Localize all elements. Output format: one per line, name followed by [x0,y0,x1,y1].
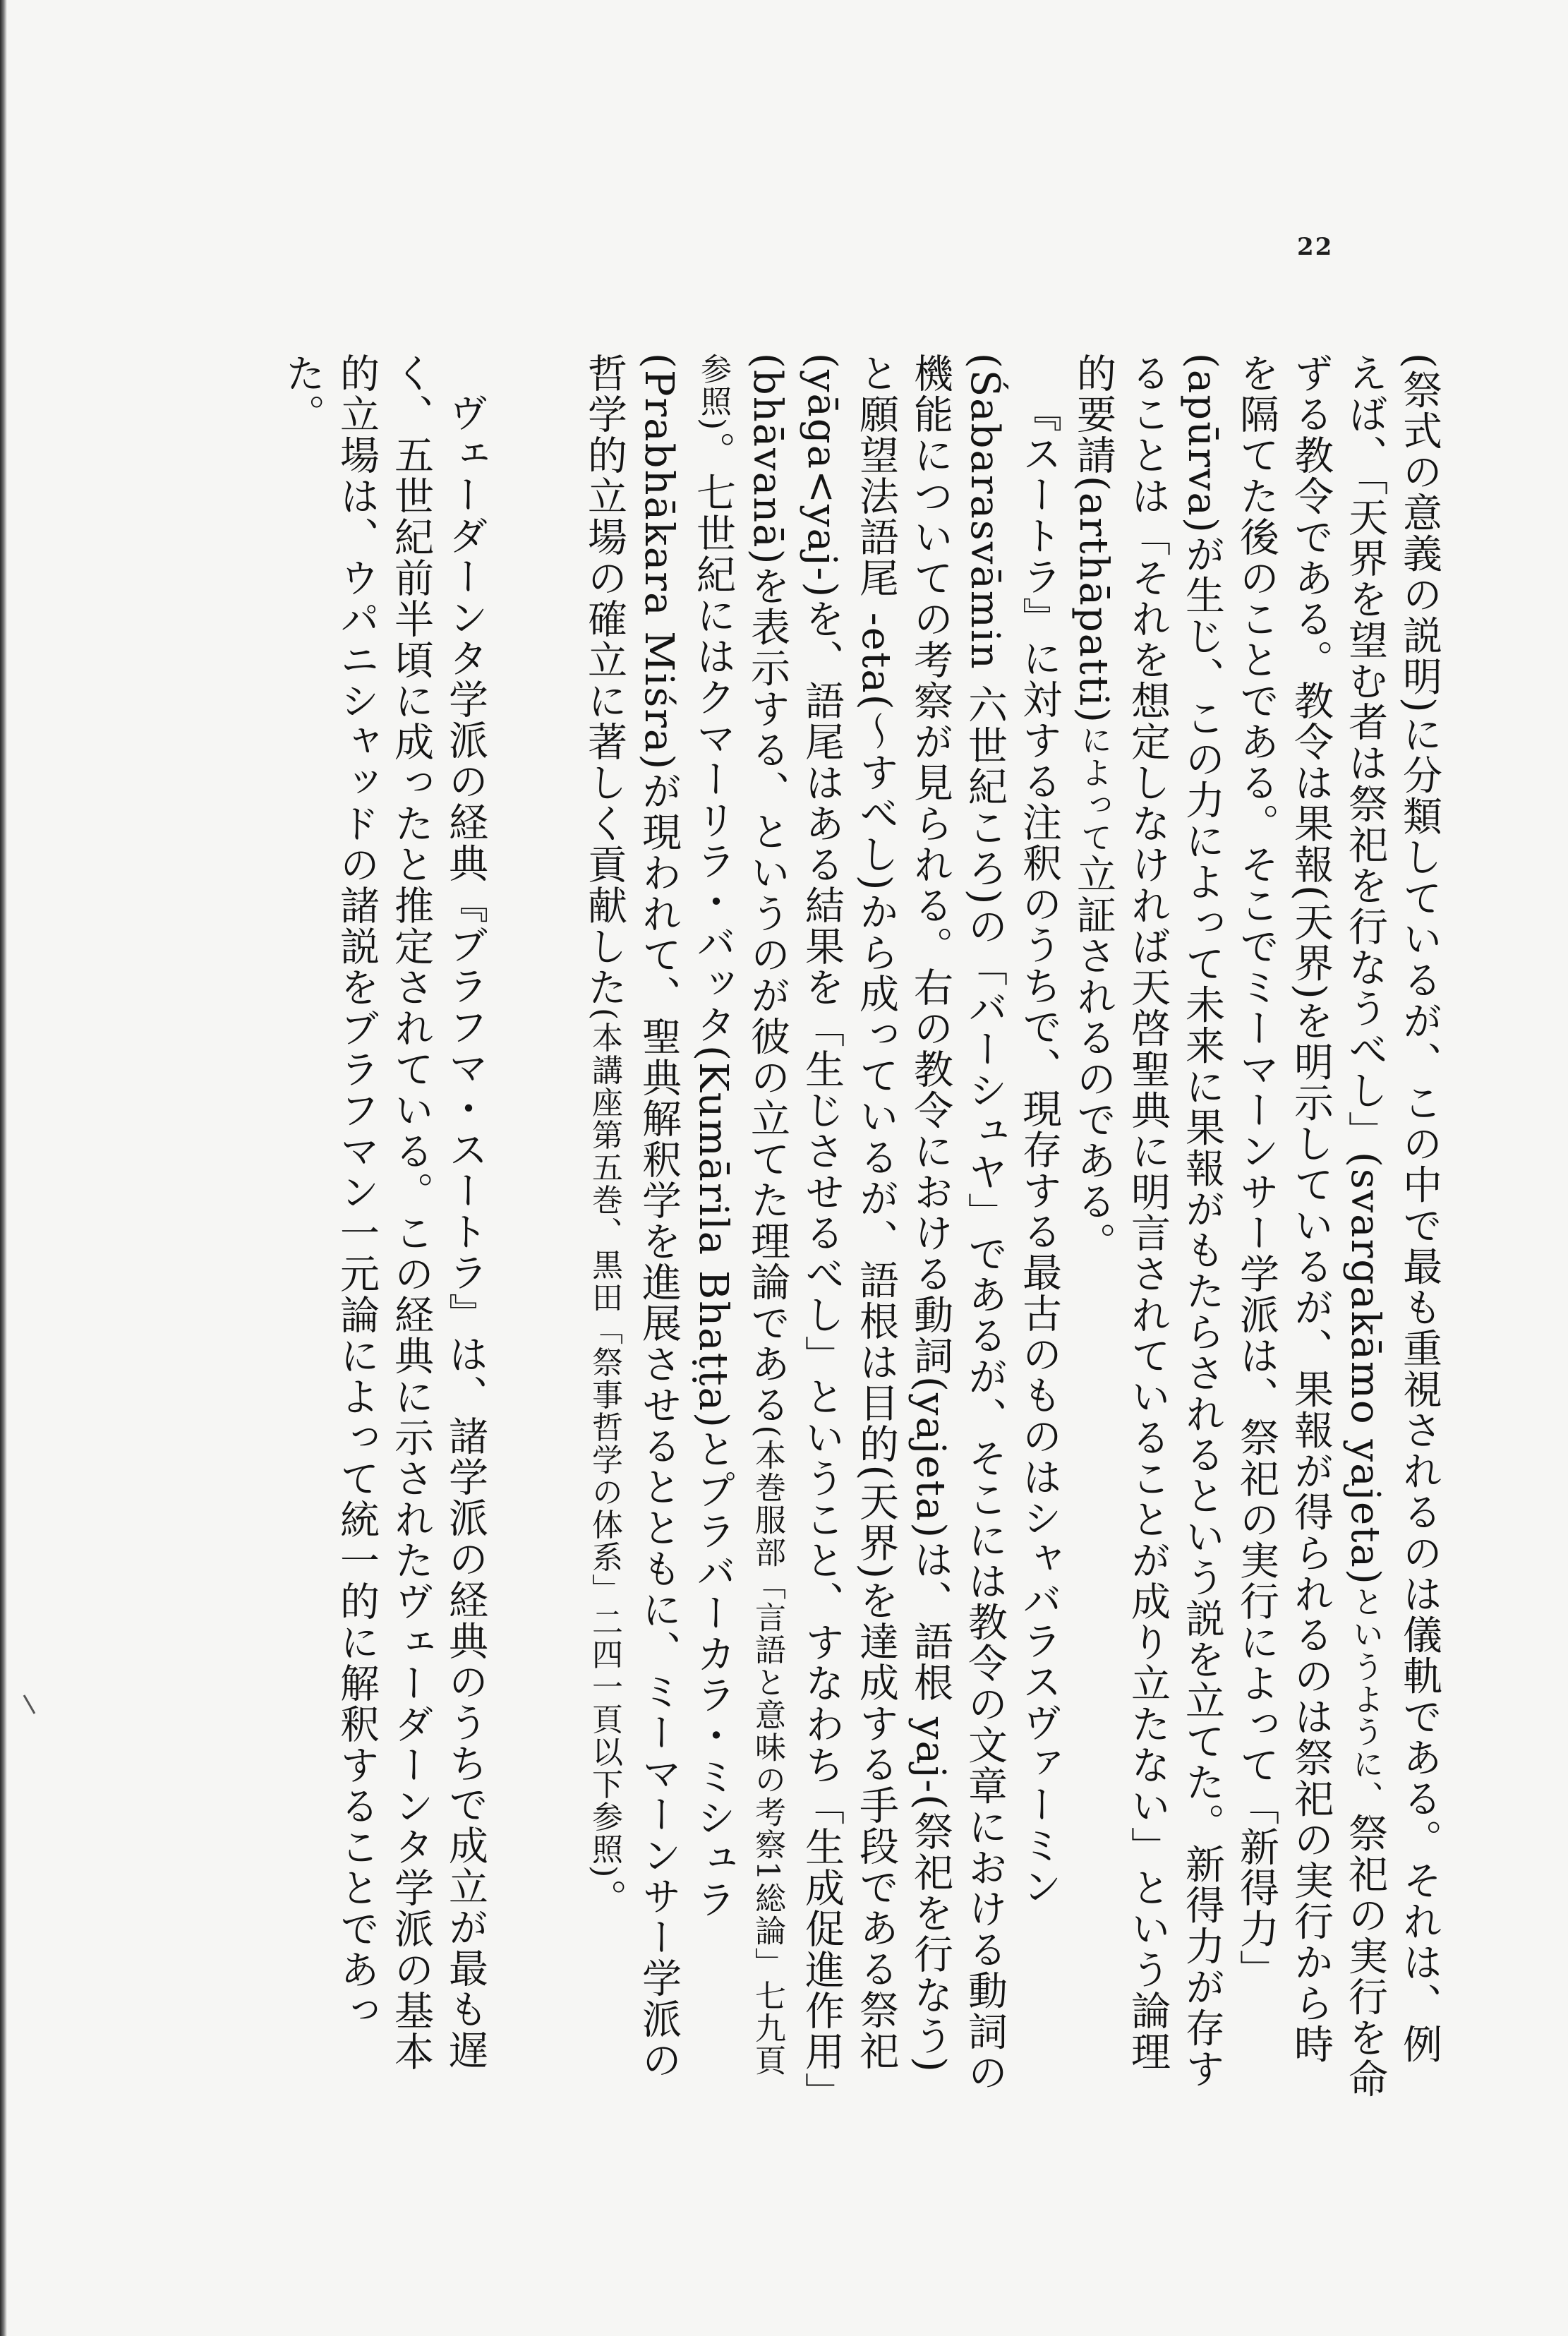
p2-text-1: 『スートラ』に対する注釈のうちで、現存する最古のものはシャバラスヴァーミン(Śabarasvāmin 六世紀ころ)の「バーシュヤ」であるが、そこには教令の文章における動詞の機能についての考察が見られる。右の教令における動詞(yajeta)は、語根 yaj-(祭祀を行なう)と願望法語尾 -eta(〜すべし)から成っているが、語根は目的(天界)を達成する手段である祭祀(yāga<yaj-)を、語尾はある結果を「生じさせるべし」ということ、すなわち「生成促進作用」(bhāvanā)を表示する、というのが彼の立てた理論である [744,353,1062,2094]
section-gap [493,353,577,2103]
p1-small-1: というように、 [1347,1585,1383,1813]
p2-text-3: 。 [581,1879,627,1920]
p1-small-2: によって [1075,723,1111,854]
p2-text-2: 。七世紀にはクマーリラ・バッタ(Kumārila Bhaṭṭa)とプラバーカラ・ミシュラ(Prabhākara Miśra)が現われて、聖典解釈学を進展させるとともに、ミーマーンサー学派の哲学的立場の確立に著しく貢献した [581,353,736,2081]
paragraph-3: ヴェーダーンタ学派の経典『ブラフマ・スートラ』は、諸学派の経典のうちで成立が最も遅く、五世紀前半頃に成ったと推定されている。この経典に示されたヴェーダーンタ学派の基本的立場は、ウパニシャッドの諸説をブラフマン一元論によって統一的に解釈することであった。 [279,353,488,2072]
paragraph-2 [577,353,1066,2103]
p1-text-3: 立証されるのである。 [1071,853,1116,1263]
page-number: 22 [1297,233,1334,261]
paragraph-1 [1066,353,1447,2103]
scan-artifact-mark [23,1694,36,1714]
p1-text-2: 祭祀の実行を命ずる教令である。教令は果報(天界)を明示しているが、果報が得られるのは祭祀の実行から時を隔てた後のことである。そこでミーマーンサー学派は、祭祀の実行によって「新得力」(apūrva)が生じ、この力によって未来に果報がもたらされるという説を立てた。新得力が存することは「それを想定しなければ天啓聖典に明言されていることが成り立たない」という論理的要請(arthāpatti) [1071,353,1388,2100]
binding-edge-shadow [0,0,7,2336]
p1-text-1: (祭式の意義の説明)に分類しているが、この中で最も重視されるのは儀軌である。それは、例えば、「天界を望む者は祭祀を行なうべし」(svargakāmo yajeta) [1342,353,1442,2065]
p2-reference-1: (本巻服部「言語と意味の考察1総論」七九頁参照) [695,353,785,2077]
vertical-text-block [106,353,1447,2103]
p2-reference-2: (本講座第五巻、黒田「祭事哲学の体系」二四一頁以下参照) [586,1008,622,1879]
